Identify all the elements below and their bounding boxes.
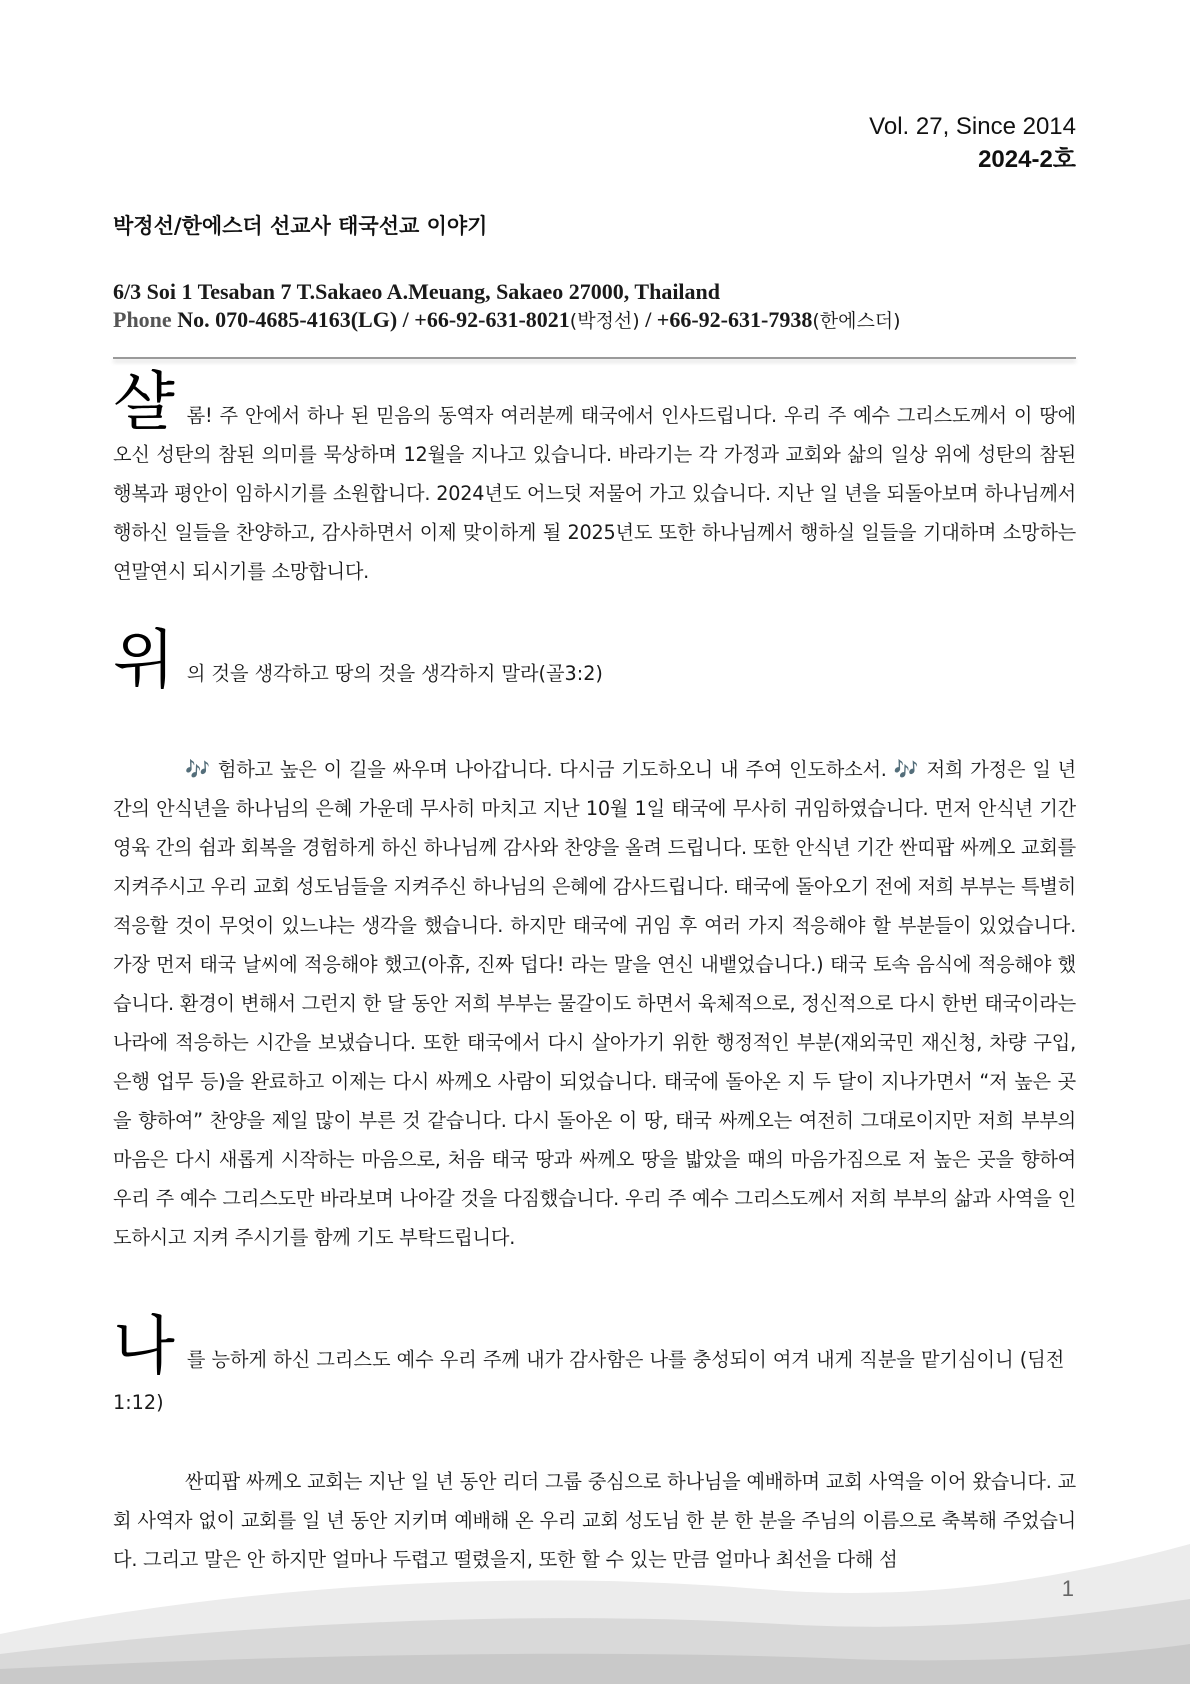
volume-text: Vol. 27, Since 2014 — [869, 113, 1076, 140]
issue-number: 2024-2호 — [978, 146, 1076, 173]
return-paragraph — [113, 750, 1076, 1257]
verse-1-text: 의 것을 생각하고 땅의 것을 생각하지 말라(골3:2) — [186, 662, 603, 685]
page-title: 박정선/한에스더 선교사 태국선교 이야기 — [113, 214, 488, 238]
address-line: 6/3 Soi 1 Tesaban 7 T.Sakaeo A.Meuang, Sakaeo 27000, Thailand — [113, 279, 721, 304]
music-note-icon-2: 🎶 — [893, 757, 920, 781]
contact-block — [113, 278, 1093, 335]
page-number: 1 — [1061, 1576, 1074, 1601]
phone-name-2: (한에스더) — [812, 310, 901, 332]
phone-line — [113, 306, 1093, 335]
verse-heading-2 — [113, 1310, 1076, 1424]
phone-number-2: / +66-92-631-7938 — [639, 307, 813, 332]
verse-2-text: 를 능하게 하신 그리스도 예수 우리 주께 내가 감사함은 나를 충성되이 여겨 내게 직분을 맡기심이니 (딤전1:12) — [113, 1348, 1065, 1414]
phone-number-1: No. 070-4685-4163(LG) / +66-92-631-8021 — [171, 307, 570, 332]
greeting-paragraph — [113, 366, 1076, 591]
volume-block — [869, 110, 1076, 176]
return-text: 저희 가정은 일 년 간의 안식년을 하나님의 은혜 가운데 무사히 마치고 지난 10월 1일 태국에 무사히 귀임하였습니다. 먼저 안식년 기간 영육 간의 쉼과 회복을 경험하게 하신 하나님께 감사와 찬양을 올려 드립니다. 또한 안식년 기간 싼띠팝 싸께오 교회를 지켜주시고 우리 교회 성도님들을 지켜주신 하나님의 은혜에 감사드립니다. 태국에 돌아오기 전에 저희 부부는 특별히 적응할 것이 무엇이 있느냐는 생각을 했습니다. 하지만 태국에 귀임 후 여러 가지 적응해야 할 부분들이 있었습니다. 가장 먼저 태국 날씨에 적응해야 했고(아휴, 진짜 덥다! 라는 말을 연신 내뱉었습니다.) 태국 토속 음식에 적응해야 했습니다. 환경이 변해서 그런지 한 달 동안 저희 부부는 물갈이도 하면서 육체적으로, 정신적으로 다시 한번 태국이라는 나라에 적응하는 시간을 보냈습니다. 또한 태국에서 다시 살아가기 위한 행정적인 부분(재외국민 재신청, 차량 구입, 은행 업무 등)을 완료하고 이제는 다시 싸께오 사람이 되었습니다. 태국에 돌아온 지 두 달이 지나가면서 “저 높은 곳을 향하여” 찬양을 제일 많이 부른 것 같습니다. 다시 돌아온 이 땅, 태국 싸께오는 여전히 그대로이지만 저희 부부의 마음은 다시 새롭게 시작하는 마음으로, 처음 태국 땅과 싸께오 땅을 밟았을 때의 마음가짐으로 저 높은 곳을 향하여 우리 주 예수 그리스도만 바라보며 나아갈 것을 다짐했습니다. 우리 주 예수 그리스도께서 저희 부부의 삶과 사역을 인도하시고 지켜 주시기를 함께 기도 부탁드립니다. — [113, 758, 1077, 1249]
phone-name-1: (박정선) — [569, 310, 640, 332]
phone-label: Phone — [113, 307, 172, 332]
header-divider — [113, 357, 1076, 359]
greeting-text: 롬! 주 안에서 하나 된 믿음의 동역자 여러분께 태국에서 인사드립니다. 우리 주 예수 그리스도께서 이 땅에 오신 성탄의 참된 의미를 묵상하며 12월을 지나고 있습니다. 바라기는 각 가정과 교회와 삶의 일상 위에 성탄의 참된 행복과 평안이 임하시기를 소원합니다. 2024년도 어느덧 저물어 가고 있습니다. 지난 일 년을 되돌아보며 하나님께서 행하신 일들을 찬양하고, 감사하면서 이제 맞이하게 될 2025년도 또한 하나님께서 행하실 일들을 기대하며 소망하는 연말연시 되시기를 소망합니다. — [113, 404, 1076, 583]
church-text: 싼띠팝 싸께오 교회는 지난 일 년 동안 리더 그룹 중심으로 하나님을 예배하며 교회 사역을 이어 왔습니다. 교회 사역자 없이 교회를 일 년 동안 지키며 예배해 온 우리 교회 성도님 한 분 한 분을 주님의 이름으로 축복해 주었습니다. 그리고 말은 안 하지만 얼마나 두렵고 떨렸을지, 또한 할 수 있는 만큼 얼마나 최선을 다해 섬 — [113, 1470, 1076, 1571]
verse-heading-1 — [113, 624, 603, 698]
dropcap-na: 나 — [113, 1310, 175, 1384]
hymn-lyric: 험하고 높은 이 길을 싸우며 나아갑니다. 다시금 기도하오니 내 주여 인도하소서. — [210, 758, 894, 781]
dropcap-wi: 위 — [113, 624, 175, 698]
music-note-icon: 🎶 — [185, 757, 211, 781]
footer-wave — [0, 1514, 1190, 1684]
dropcap-shalom: 샬 — [113, 366, 175, 440]
